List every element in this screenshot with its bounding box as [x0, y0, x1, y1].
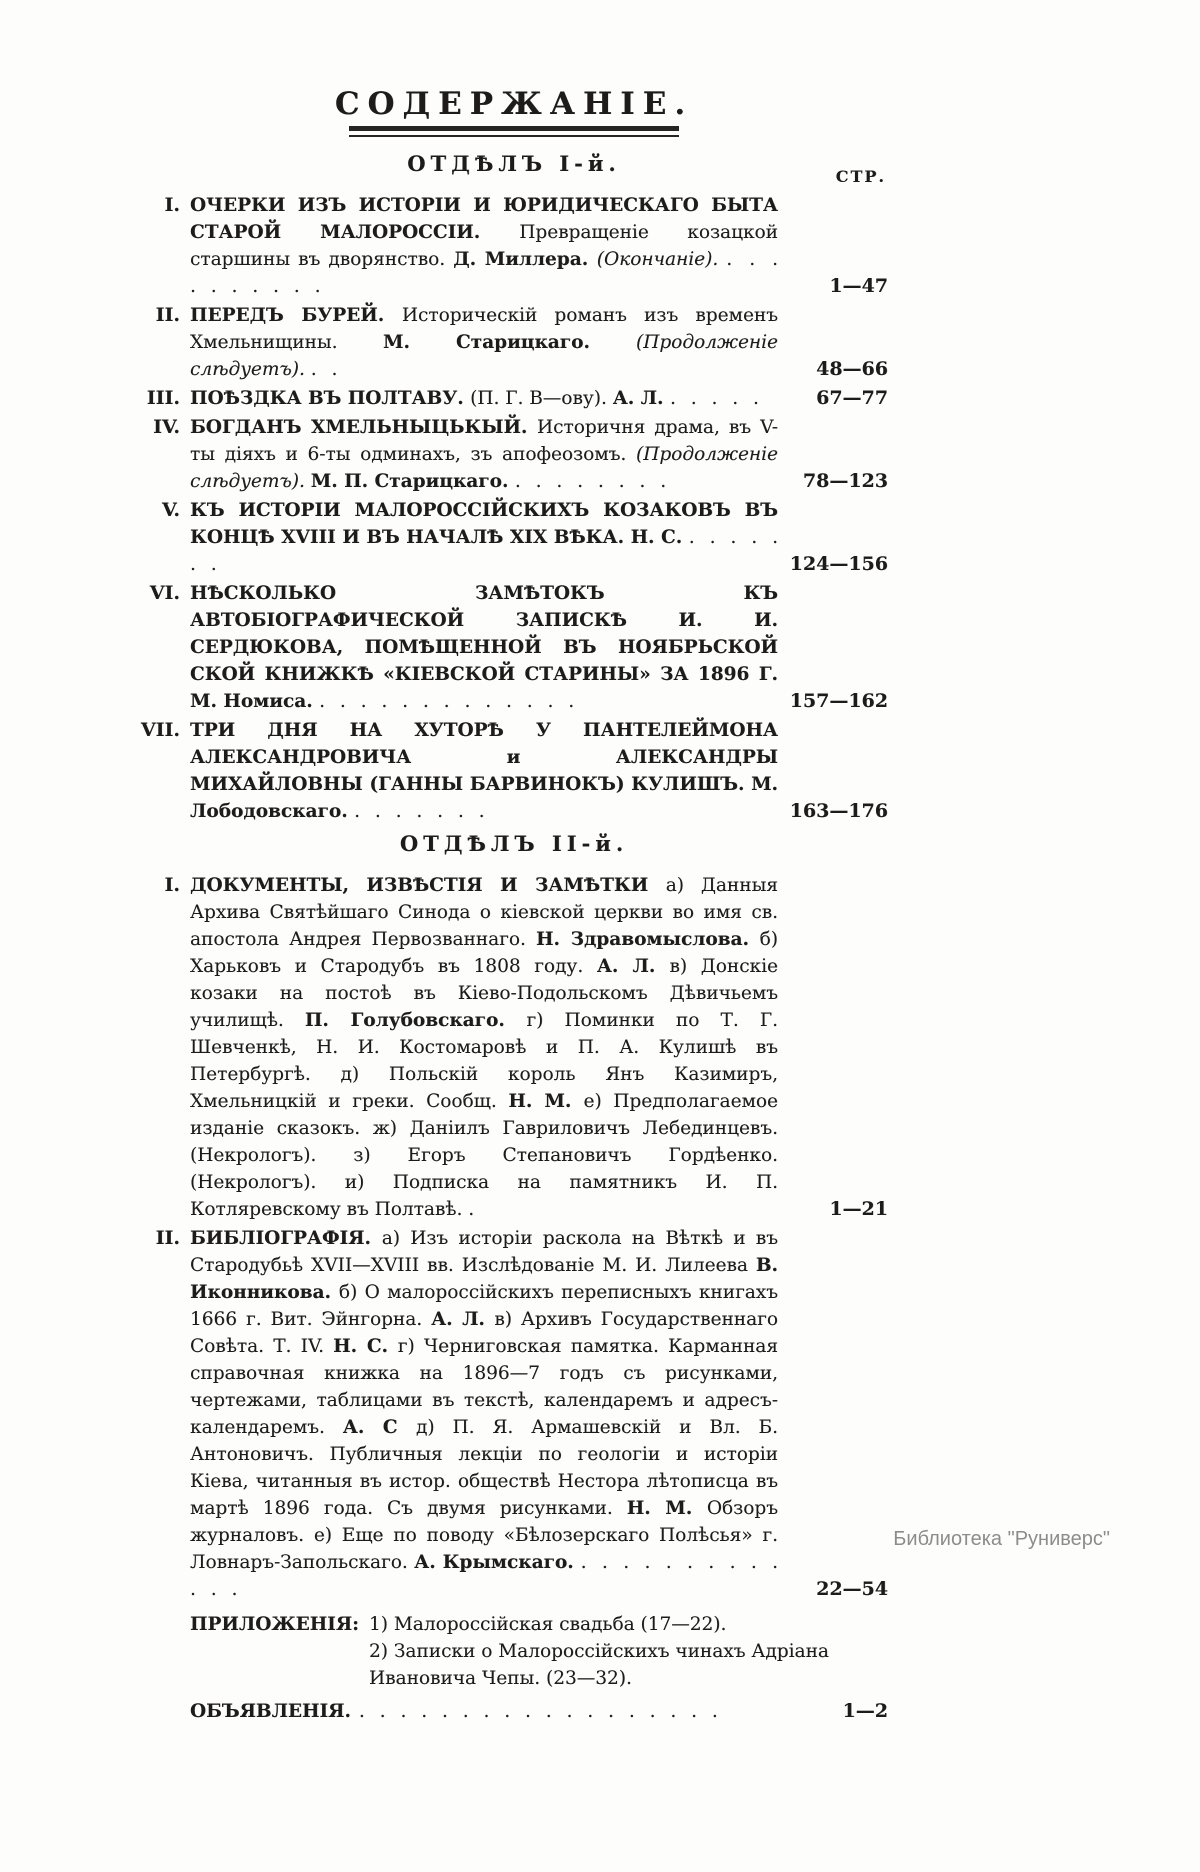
toc-entry [140, 385, 888, 412]
entry-text-segment: (Окончаніе). [596, 249, 727, 270]
entry-pages: 48—66 [816, 358, 888, 380]
entry-text [190, 1225, 778, 1603]
entry-number: I. [164, 874, 180, 896]
entry-text-segment: М. П. Старицкаго. [310, 471, 515, 492]
entry-pages: 124—156 [789, 553, 888, 575]
entry-text-segment: А. Л. [596, 956, 670, 977]
entry-text-segment: ОЧЕРКИ ИЗЪ ИСТОРІИ И ЮРИДИЧЕСКАГО БЫТА СТАРОЙ МАЛОРОССІИ. [190, 195, 778, 243]
entry-pages: 1—47 [829, 275, 888, 297]
toc-entry [140, 717, 888, 825]
toc-entry [140, 302, 888, 383]
entry-text-segment: А. Л. [431, 1309, 495, 1330]
entry-text-segment: (П. Г. В—ову). [470, 388, 613, 409]
entry-pages: 157—162 [789, 690, 888, 712]
appendix-label: ПРИЛОЖЕНІЯ: [190, 1614, 359, 1635]
entry-text-segment: Д. Миллера. [453, 249, 597, 270]
entry-pages: 1—21 [829, 1198, 888, 1220]
entry-number: VI. [149, 582, 180, 604]
entry-text-segment: (Продолженіе слѣдуетъ). [190, 332, 778, 380]
entry-number: II. [155, 1227, 180, 1249]
entry-text-segment: (Продолженіе слѣдуетъ). [190, 444, 778, 492]
entry-pages: 22—54 [816, 1578, 888, 1600]
entry-text-segment: П. Голубовскаго. [304, 1010, 527, 1031]
entry-text [190, 385, 778, 412]
entry-number: III. [146, 387, 180, 409]
toc-entry [140, 192, 888, 300]
entry-text-segment: Н. С. [333, 1336, 398, 1357]
toc-entry [140, 414, 888, 495]
entry-text-segment: Историчня драма, въ V-ты діяхъ и 6-ты одминахъ, зъ апофеозомъ. [190, 417, 778, 465]
entry-text-segment: В. Иконникова. [190, 1255, 778, 1303]
entry-text-segment: . . . . . . . . . . . . . [190, 1552, 779, 1600]
pages-column-header: СТР. [835, 167, 886, 186]
entry-text [190, 497, 778, 578]
entry-text-segment: ПОѢЗДКА ВЪ ПОЛТАВУ. [190, 388, 471, 409]
entry-text [190, 192, 778, 300]
entry-text-segment: ПЕРЕДЪ БУРЕЙ. [190, 305, 402, 326]
library-watermark: Библиотека "Руниверс" [893, 1528, 1110, 1550]
section-head [140, 831, 888, 856]
entry-text-segment: . . . . . . . . [514, 471, 667, 492]
entry-text-segment: . . . . . . . [354, 801, 485, 822]
entry-text [190, 302, 778, 383]
section-head [140, 151, 888, 186]
entry-text [190, 580, 778, 715]
announcements-dot-leader: . . . . . . . . . . . . . . . . . . [358, 1701, 718, 1722]
title-double-rule [349, 126, 679, 137]
entry-text-segment: М. Лободовскаго. [190, 774, 778, 822]
entry-text-segment: Обзоръ журналовъ. е) Еще по поводу «Бѣлозерскаго Полѣсья» г. Ловнаръ-Запольскаго. [190, 1498, 778, 1573]
entry-text-segment: Н. С. [630, 527, 689, 548]
entry-text-segment: Н. М. [508, 1091, 584, 1112]
entry-number: VII. [140, 719, 180, 741]
entry-text-segment: в) Донскіе козаки на постоѣ въ Кіево-Подольскомъ Дѣвичьемъ училищѣ. [190, 956, 778, 1031]
entry-text [190, 872, 778, 1223]
entry-number: II. [155, 304, 180, 326]
toc-entry [140, 872, 888, 1223]
entry-text-segment: БОГДАНЪ ХМЕЛЬНЫЦЬКЫЙ. [190, 417, 537, 438]
entry-text-segment: а) Данныя Архива Святѣйшаго Синода о кіевской церкви во имя св. апостола Андрея Первозваннаго. [190, 875, 778, 950]
section-heading: ОТДѢЛЪ I-й. [407, 151, 621, 176]
entry-text-segment: ТРИ ДНЯ НА ХУТОРѢ У ПАНТЕЛЕЙМОНА АЛЕКСАНДРОВИЧА и АЛЕКСАНДРЫ МИХАЙЛОВНЫ (ГАННЫ БАРВИНОКЪ) КУЛИШЪ. [190, 720, 778, 795]
entry-text-segment: б) О малороссійскихъ переписныхъ книгахъ 1666 г. Вит. Эйнгорна. [190, 1282, 778, 1330]
announcements-pages: 1—2 [842, 1700, 888, 1722]
entry-text-segment: б) Харьковъ и Стародубъ въ 1808 году. [190, 929, 779, 977]
entry-pages: 78—123 [802, 470, 888, 492]
entry-number: I. [164, 194, 180, 216]
entry-text-segment: КЪ ИСТОРІИ МАЛОРОССІЙСКИХЪ КОЗАКОВЪ ВЪ КОНЦѢ XVIII И ВЪ НАЧАЛѢ XIX ВѢКА. [190, 500, 778, 548]
entry-text-segment: М. Старицкаго. [382, 332, 636, 353]
announcements-row [140, 1698, 888, 1725]
appendix-item: 1) Малороссійская свадьба (17—22). [368, 1614, 727, 1635]
entry-text-segment: . . . . . . . . . . . . . [319, 691, 575, 712]
entry-text-segment: А. Крымскаго. [414, 1552, 581, 1573]
entry-text [190, 414, 778, 495]
entry-number: V. [161, 499, 180, 521]
entry-text-segment: г) Черниговская памятка. Карманная справочная книжка на 1896—7 годъ съ рисунками, чертежами, таблицами въ текстѣ, календаремъ и адресъ-календаремъ. [190, 1336, 778, 1438]
toc-sections [140, 151, 888, 1603]
entry-text-segment: А. С [342, 1417, 416, 1438]
appendix-block [140, 1611, 888, 1692]
entry-text-segment: Превращеніе козацкой старшины въ дворянство. [190, 222, 779, 270]
entry-text-segment: . . . . . . . [190, 527, 779, 575]
entry-text-segment: е) Предполагаемое изданіе сказокъ. ж) Даніилъ Гавриловичъ Лебединцевъ. (Некрологъ). з) Егоръ Степановичъ Гордѣенко. (Некрологъ). и) Подписка на памятникъ И. П. Котляревскому въ Полтавѣ. [190, 1091, 778, 1220]
entry-text-segment: в) Архивъ Государственнаго Совѣта. Т. IV. [190, 1309, 778, 1357]
entry-text-segment: . . [310, 359, 338, 380]
toc-entry [140, 497, 888, 578]
entry-text-segment: . . . . . . . . . . [190, 249, 779, 297]
appendix-items [369, 1611, 839, 1692]
appendix-item: 2) Записки о Малороссійскихъ чинахъ Адріана Ивановича Чепы. (23—32). [368, 1641, 829, 1689]
entry-text-segment: М. Номиса. [190, 691, 320, 712]
entry-text-segment: . . . . . [669, 388, 759, 409]
entry-number: IV. [153, 416, 180, 438]
section-heading: ОТДѢЛЪ II-й. [399, 831, 629, 856]
entry-text-segment: д) П. Я. Армашевскій и Вл. Б. Антоновичъ. Публичныя лекціи по геологіи и исторіи Кіева, читанныя въ истор. обществѣ Нестора лѣтописца въ мартѣ 1896 года. Съ двумя рисунками. [190, 1417, 778, 1519]
entry-text-segment: Н. Здравомыслова. [536, 929, 760, 950]
toc-entry [140, 1225, 888, 1603]
page-title: СОДЕРЖАНІЕ. [334, 86, 694, 122]
entry-text-segment: а) Изъ исторіи раскола на Вѣткѣ и въ Стародубьѣ XVII—XVIII вв. Изслѣдованіе М. И. Лилеева [190, 1228, 778, 1276]
entry-text-segment: г) Поминки по Т. Г. Шевченкѣ, Н. И. Костомаровѣ и П. А. Кулишѣ въ Петербургѣ. д) Польскій король Янъ Казимиръ, Хмельницкій и греки. Сообщ. [190, 1010, 778, 1112]
entry-text-segment: Н. М. [626, 1498, 707, 1519]
entry-pages: 67—77 [816, 387, 888, 409]
entry-text [190, 717, 778, 825]
entry-text-segment: БИБЛІОГРАФІЯ. [190, 1228, 382, 1249]
entry-text-segment: . [468, 1199, 475, 1220]
toc-entry [140, 580, 888, 715]
entry-text-segment: НѢСКОЛЬКО ЗАМѢТОКЪ КЪ АВТОБІОГРАФИЧЕСКОЙ ЗАПИСКѢ И. И. СЕРДЮКОВА, ПОМѢЩЕННОЙ ВЪ НОЯБРЬСКОЙ СКОЙ КНИЖКѢ «КІЕВСКОЙ СТАРИНЫ» ЗА 1896 Г. [190, 583, 778, 685]
announcements-label: ОБЪЯВЛЕНІЯ. [190, 1701, 351, 1722]
entry-pages: 163—176 [789, 800, 888, 822]
page-content [140, 86, 888, 1725]
entry-text-segment: ДОКУМЕНТЫ, ИЗВѢСТІЯ И ЗАМѢТКИ [190, 875, 666, 896]
entry-text-segment: А. Л. [612, 388, 670, 409]
entry-text-segment: Историческій романъ изъ временъ Хмельнищины. [190, 305, 778, 353]
